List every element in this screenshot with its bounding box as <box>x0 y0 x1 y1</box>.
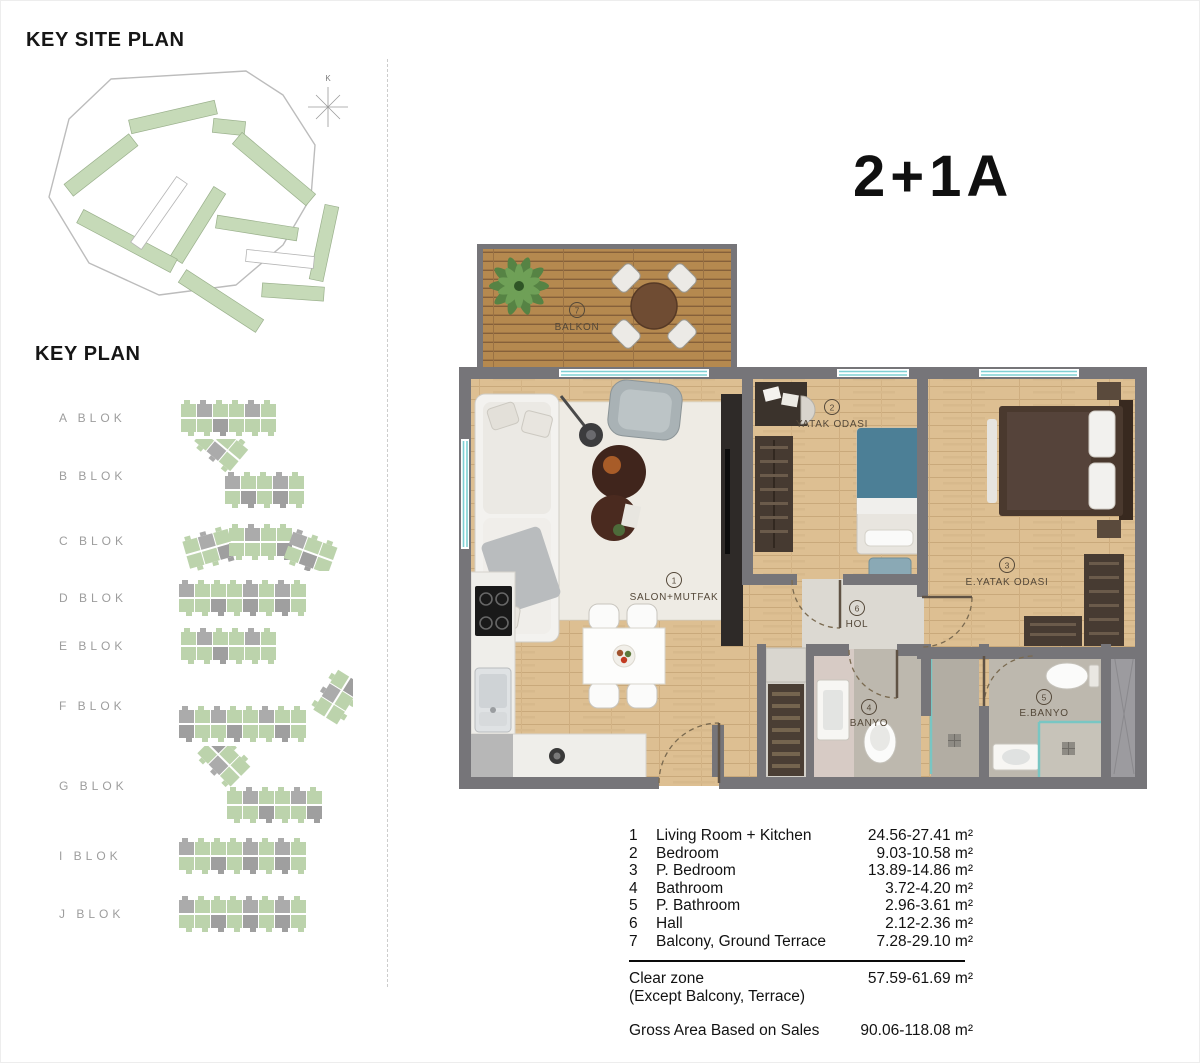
svg-text:E.YATAK ODASI: E.YATAK ODASI <box>965 577 1049 588</box>
legend-item-row <box>629 827 973 845</box>
legend-item-number: 6 <box>629 914 638 932</box>
legend-item-area: 9.03-10.58 m² <box>876 844 973 862</box>
legend-item-row <box>629 845 973 863</box>
legend-rows <box>629 827 973 950</box>
balcony-area <box>477 244 737 367</box>
gross-area-label: Gross Area Based on Sales <box>629 1022 820 1040</box>
svg-text:1: 1 <box>671 575 677 586</box>
legend-item-name: Bathroom <box>656 879 724 897</box>
area-legend <box>629 827 973 1040</box>
coffee-table <box>592 445 646 499</box>
clear-zone-note: (Except Balcony, Terrace) <box>629 988 806 1006</box>
legend-item-row <box>629 862 973 880</box>
key-plan-block-label: G BLOK <box>59 779 128 793</box>
site-plan-map <box>31 65 371 337</box>
key-plan-row <box>59 894 350 934</box>
armchair <box>606 378 683 441</box>
key-plan-block-label: B BLOK <box>59 469 127 483</box>
svg-text:7: 7 <box>574 305 580 316</box>
svg-text:4: 4 <box>866 702 872 713</box>
legend-item-row <box>629 933 973 951</box>
svg-text:3: 3 <box>1004 560 1010 571</box>
svg-text:6: 6 <box>854 603 860 614</box>
key-plan-row <box>59 746 353 826</box>
closet-shelf <box>766 648 806 682</box>
key-plan-block-footprint <box>175 626 345 666</box>
legend-item-name: Balcony, Ground Terrace <box>656 932 827 950</box>
svg-text:YATAK ODASI: YATAK ODASI <box>795 419 869 430</box>
tv-icon <box>725 449 730 554</box>
key-plan-row <box>59 578 350 618</box>
legend-item-area: 24.56-27.41 m² <box>867 827 973 844</box>
vertical-divider <box>387 59 388 987</box>
legend-item-number: 7 <box>629 932 638 950</box>
legend-divider <box>629 960 965 962</box>
legend-item-number: 2 <box>629 844 638 862</box>
svg-text:BANYO: BANYO <box>849 718 889 729</box>
key-plan-block-label: J BLOK <box>59 907 125 921</box>
svg-text:E.BANYO: E.BANYO <box>1019 708 1069 719</box>
key-plan-block-footprint <box>175 578 350 618</box>
key-plan-block-footprint <box>175 746 353 826</box>
legend-item-number: 4 <box>629 879 638 897</box>
legend-item-row <box>629 915 973 933</box>
bed-bench <box>987 419 997 503</box>
legend-item-area: 3.72-4.20 m² <box>885 879 973 897</box>
key-plan-row <box>59 511 350 571</box>
key-plan-block-label: D BLOK <box>59 591 128 605</box>
key-site-plan-title: KEY SITE PLAN <box>26 29 185 51</box>
legend-item-name: P. Bedroom <box>656 862 736 880</box>
nightstand <box>1097 520 1121 538</box>
key-plan-row <box>59 439 345 513</box>
legend-item-number: 5 <box>629 897 638 915</box>
key-plan-row <box>59 836 350 876</box>
key-plan-row <box>59 626 345 666</box>
legend-item-number: 3 <box>629 862 638 880</box>
key-plan-block-label: A BLOK <box>59 411 126 425</box>
key-plan-block-label: E BLOK <box>59 639 127 653</box>
master-toilet-icon <box>1046 663 1088 689</box>
key-plan-block-footprint <box>175 667 353 745</box>
clear-zone-label: Clear zone <box>629 970 704 988</box>
dresser <box>1024 616 1082 646</box>
svg-text:HOL: HOL <box>845 619 869 630</box>
compass-label: K <box>325 74 331 83</box>
legend-item-name: Living Room + Kitchen <box>656 827 812 844</box>
svg-text:BALKON: BALKON <box>554 322 600 333</box>
north-compass-icon <box>308 74 348 127</box>
shower-niche-floor <box>931 649 979 779</box>
key-plan-block-footprint <box>175 439 345 513</box>
legend-item-area: 13.89-14.86 m² <box>867 862 973 880</box>
clear-zone-value: 57.59-61.69 m² <box>867 970 973 988</box>
unit-type-title: 2+1A <box>853 144 1014 209</box>
svg-text:2: 2 <box>829 402 835 413</box>
key-plan-block-label: C BLOK <box>59 534 128 548</box>
svg-text:SALON+MUTFAK: SALON+MUTFAK <box>629 592 719 603</box>
key-plan-block-label: I BLOK <box>59 849 122 863</box>
key-plan-row <box>59 667 353 745</box>
legend-item-area: 7.28-29.10 m² <box>876 932 973 950</box>
key-plan-block-footprint <box>175 511 350 571</box>
legend-item-name: Bedroom <box>656 844 719 862</box>
key-plan-block-label: F BLOK <box>59 699 126 713</box>
key-plan-block-footprint <box>175 398 345 438</box>
cooktop-icon <box>475 586 512 636</box>
key-plan-title: KEY PLAN <box>35 343 141 365</box>
legend-item-row <box>629 897 973 915</box>
legend-item-number: 1 <box>629 827 638 844</box>
legend-item-area: 2.96-3.61 m² <box>885 897 973 915</box>
gross-area-value: 90.06-118.08 m² <box>860 1022 973 1040</box>
legend-item-row <box>629 880 973 898</box>
key-plan-row <box>59 398 345 438</box>
appliance <box>471 734 513 778</box>
key-plan-block-footprint <box>175 836 350 876</box>
nightstand <box>1097 382 1121 400</box>
floor-plan-drawing <box>459 244 1149 804</box>
legend-item-area: 2.12-2.36 m² <box>885 914 973 932</box>
tv-unit <box>721 394 743 646</box>
legend-item-name: P. Bathroom <box>656 897 741 915</box>
svg-text:5: 5 <box>1041 692 1047 703</box>
hall-floor <box>802 579 924 649</box>
legend-item-name: Hall <box>656 914 683 932</box>
key-plan-block-footprint <box>175 894 350 934</box>
